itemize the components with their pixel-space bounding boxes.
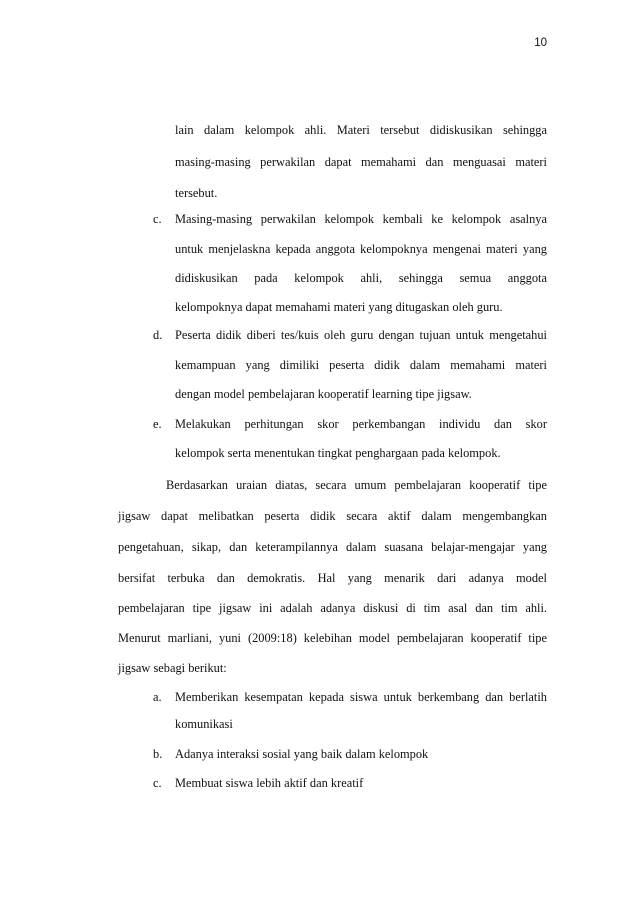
list-item-line: Melakukan perhitungan skor perkembangan individu dan skor bbox=[175, 417, 547, 431]
list-marker: a. bbox=[153, 690, 162, 704]
continued-item-line: tersebut. bbox=[175, 186, 218, 200]
continued-item-line: masing-masing perwakilan dapat memahami dan menguasai materi bbox=[175, 155, 547, 169]
list-marker: e. bbox=[153, 417, 162, 431]
list-item-line: kelompoknya dapat memahami materi yang ditugaskan oleh guru. bbox=[175, 300, 503, 314]
continued-item-line: lain dalam kelompok ahli. Materi tersebut didiskusikan sehingga bbox=[175, 123, 547, 137]
list-marker: c. bbox=[153, 212, 162, 226]
paragraph-line: bersifat terbuka dan demokratis. Hal yang menarik dari adanya model bbox=[118, 571, 547, 585]
list-item-line: Membuat siswa lebih aktif dan kreatif bbox=[175, 776, 364, 790]
list-item-line: untuk menjelaskna kepada anggota kelompoknya mengenai materi yang bbox=[175, 242, 547, 256]
list-item-line: didiskusikan pada kelompok ahli, sehingga semua anggota bbox=[175, 271, 547, 285]
list-marker: d. bbox=[153, 328, 163, 342]
list-item-line: kemampuan yang dimiliki peserta didik dalam memahami materi bbox=[175, 358, 547, 372]
paragraph-line: jigsaw sebagi berikut: bbox=[118, 661, 227, 675]
paragraph-line: Berdasarkan uraian diatas, secara umum pembelajaran kooperatif tipe bbox=[166, 478, 547, 492]
list-item-line: Masing-masing perwakilan kelompok kembali ke kelompok asalnya bbox=[175, 212, 547, 226]
paragraph-line: pengetahuan, sikap, dan keterampilannya dalam suasana belajar-mengajar yang bbox=[118, 540, 547, 554]
paragraph-line: Menurut marliani, yuni (2009:18) kelebihan model pembelajaran kooperatif tipe bbox=[118, 631, 547, 645]
paragraph-line: pembelajaran tipe jigsaw ini adalah adanya diskusi di tim asal dan tim ahli. bbox=[118, 601, 547, 615]
paragraph-line: jigsaw dapat melibatkan peserta didik secara aktif dalam mengembangkan bbox=[118, 509, 547, 523]
list-item-line: komunikasi bbox=[175, 717, 233, 731]
list-marker: b. bbox=[153, 747, 163, 761]
list-marker: c. bbox=[153, 776, 162, 790]
list-item-line: dengan model pembelajaran kooperatif learning tipe jigsaw. bbox=[175, 387, 472, 401]
list-item-line: Adanya interaksi sosial yang baik dalam kelompok bbox=[175, 747, 429, 761]
list-item-line: Memberikan kesempatan kepada siswa untuk berkembang dan berlatih bbox=[175, 690, 547, 704]
page-number: 10 bbox=[534, 37, 547, 49]
list-item-line: kelompok serta menentukan tingkat penghargaan pada kelompok. bbox=[175, 446, 501, 460]
list-item-line: Peserta didik diberi tes/kuis oleh guru dengan tujuan untuk mengetahui bbox=[175, 328, 547, 342]
